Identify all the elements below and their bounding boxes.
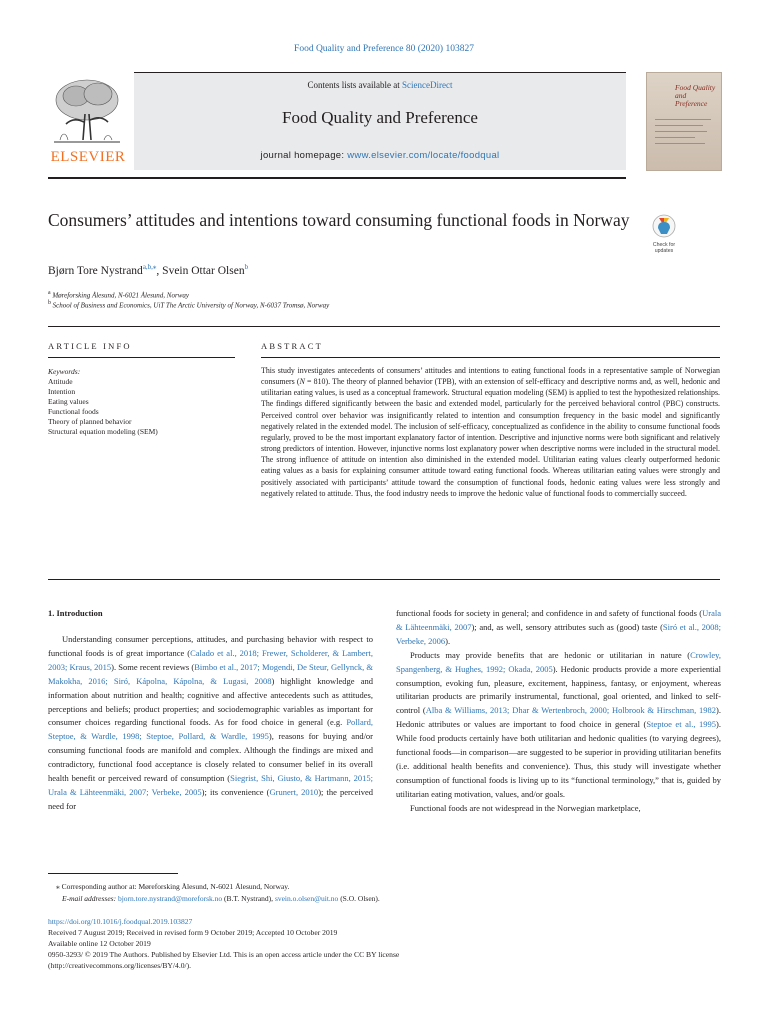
contents-prefix: Contents lists available at	[307, 80, 402, 90]
homepage-prefix: journal homepage:	[260, 150, 348, 161]
author-list	[48, 263, 248, 277]
footnote	[48, 881, 380, 904]
citation-link[interactable]: Grunert, 2010	[269, 786, 319, 797]
body-text: Products may provide benefits that are hedonic or utilitarian in nature (	[410, 649, 691, 660]
journal-reference[interactable]: Food Quality and Preference 80 (2020) 103827	[294, 44, 474, 54]
section-heading: 1. Introduction	[48, 608, 103, 618]
keyword-item: Structural equation modeling (SEM)	[48, 427, 158, 436]
license-url[interactable]: (http://creativecommons.org/licenses/BY/4.0/).	[48, 961, 192, 970]
contents-line	[134, 80, 626, 90]
abstract-text	[261, 365, 720, 499]
body-text: ). Some recent reviews (	[111, 661, 195, 672]
journal-name: Food Quality and Preference	[282, 108, 478, 127]
keywords-list	[48, 377, 158, 437]
citation-link[interactable]: Pollard, Steptoe, & Wardle, 1998; Steptoe, Pollard, & Wardle, 1995	[48, 717, 373, 742]
body-text: Understanding consumer perceptions, attitudes, and purchasing behavior with respect to functional foods is of great importance (	[48, 634, 373, 658]
elsevier-logo-text: ELSEVIER	[50, 149, 126, 165]
citation-link[interactable]: Urala & Lähteenmäki, 2007	[396, 608, 721, 632]
author-separator: ,	[156, 264, 163, 277]
body-text: ) highlight knowledge and information about nutrition and health; cognitive and affective antecedents such as attitudes, perceptions and beliefs; product properties; and sociodemographic variables as important for consumer choices regarding functional foods. As for food choice in general (e.g.	[48, 675, 373, 728]
body-column-right	[396, 607, 721, 816]
check-updates-icon	[652, 214, 676, 238]
publication-dates: Received 7 August 2019; Received in revised form 9 October 2019; Accepted 10 October 2019	[48, 928, 338, 937]
body-text: ). Hedonic products provide a more experiential consumption, evoking fun, pleasure, excitement, happiness, fantasy, or enjoyment, whereas utilitarian products are primarily instrumental, functional, goal oriented, and linked to self-control (	[396, 663, 722, 716]
affiliation-text: Møreforsking Ålesund, N-6021 Ålesund, Norway	[50, 291, 189, 300]
section-rule	[48, 579, 720, 580]
footnote-rule	[48, 873, 178, 874]
email-label: E-mail addresses:	[62, 893, 118, 903]
citation-link[interactable]: Crowley, Spangenberg, & Hughes, 1992; Okada, 2005	[396, 649, 721, 674]
affiliation-a	[48, 290, 189, 299]
abstract-part: = 810). The theory of planned behavior (TPB), with an extension of self-efficacy and descriptive norms and, as well, hedonic and utilitarian eating values, is used as a conceptual framework. Structural equation modeling (SEM) is applied to test the hypothesized relationships. The findings differed significantly between the basic and extended model, particularly for the perceived behavioral control (PBC) constructs. Perceived control over behavior was insignificantly related to intention and consumption frequency in the basic model and significantly negatively related in the extended model. The inclusion of self-efficacy, conceptualized as confidence in the ability to consume functional foods regularly, proved to be the most important explanatory factor of intention. Descriptive and injunctive norms were both significant and relatively strong predictors of intention. However, injunctive norms lost explanatory power when descriptive norms were included in the structural model. The strong influence of attitude on intention also diminished in the extended model. Utilitarian eating values clearly outperformed hedonic eating values as a basis for explaining consumer attitude toward eating functional foods. Whereas utilitarian eating values were strongly and positively associated with participants’ attitude toward the consumption of functional foods, hedonic eating values were less strongly and negatively related to attitude. Thus, the food industry needs to improve the hedonic value of functional foods to commercially succeed.	[261, 377, 721, 498]
keywords-label: Keywords:	[48, 367, 81, 376]
affiliation-marker: a	[48, 290, 51, 296]
body-text: ), reasons for buying and/or consuming functional foods are manifold and complex. Although the findings are mixed and contradictory, functional food acceptance is closely related to consumer belief in its overall health benefit or perceived reward of consumption (	[48, 731, 374, 784]
body-text: ). Hedonic attributes or values are important to food choice in general (	[396, 705, 721, 730]
body-text: functional foods for society in general; and confidence in and safety of functional foods (	[396, 608, 703, 618]
cover-line	[655, 131, 707, 132]
info-rule	[48, 357, 235, 358]
body-text: Functional foods are not widespread in the Norwegian marketplace,	[410, 802, 641, 813]
keyword-item: Eating values	[48, 397, 89, 406]
body-column-left	[48, 633, 373, 814]
keywords-block	[48, 367, 158, 437]
cover-title: Food Quality and Preference	[675, 83, 716, 108]
body-text: ); the perceived need for	[48, 786, 374, 811]
article-info-heading: ARTICLE INFO	[48, 341, 132, 351]
author-name: Bjørn Tore Nystrand	[48, 264, 143, 277]
body-paragraph	[48, 633, 373, 814]
citation-link[interactable]: Siró et al., 2008; Verbeke, 2006	[396, 621, 721, 646]
abstract-part: This study investigates antecedents of consumers’ attitudes and intentions to eating functional foods in a representative sample of Norwegian consumers (	[261, 366, 720, 387]
doi-link[interactable]: https://doi.org/10.1016/j.foodqual.2019.103827	[48, 917, 193, 926]
homepage-link[interactable]: www.elsevier.com/locate/foodqual	[347, 150, 500, 161]
license-text: 0950-3293/ © 2019 The Authors. Published by Elsevier Ltd. This is an open access article under the CC BY license	[48, 950, 400, 959]
footnote-emails	[48, 893, 380, 905]
article-title: Consumers’ attitudes and intentions toward consuming functional foods in Norway	[48, 210, 630, 230]
check-updates-label: Check for updates	[652, 242, 676, 254]
email-owner: (B.T. Nystrand),	[222, 893, 275, 903]
cover-line	[655, 125, 703, 126]
body-paragraph	[396, 649, 721, 802]
body-paragraph	[396, 607, 721, 649]
cover-line	[655, 137, 695, 138]
sciencedirect-link[interactable]: ScienceDirect	[402, 80, 453, 90]
body-paragraph	[396, 802, 721, 816]
keyword-item: Theory of planned behavior	[48, 417, 132, 426]
keyword-item: Functional foods	[48, 407, 99, 416]
abstract-heading: ABSTRACT	[261, 341, 323, 351]
check-for-updates-button[interactable]	[648, 214, 680, 252]
citation-link[interactable]: Calado et al., 2018; Frewer, Scholderer, & Lambert, 2003; Kraus, 2015	[48, 647, 373, 672]
citation-link[interactable]: Bimbo et al., 2017; Mogendi, De Steur, Gellynck, & Makokha, 2016; Siró, Kápolna, Kápolna, & Lugasi, 2008	[48, 661, 374, 686]
footnote-marker: ⁎	[56, 882, 60, 891]
email-link[interactable]: bjorn.tore.nystrand@moreforsk.no	[117, 893, 223, 903]
masthead-rule	[48, 177, 626, 179]
author-affiliation-marker[interactable]: b	[244, 263, 249, 271]
abstract-rule	[261, 357, 720, 358]
cover-line	[655, 143, 705, 144]
journal-cover-thumbnail[interactable]	[646, 72, 722, 171]
author-affiliation-marker[interactable]: a,b,⁎	[142, 263, 157, 271]
keyword-item: Attitude	[48, 377, 73, 386]
body-text: ); its convenience (	[201, 786, 270, 797]
section-rule	[48, 326, 720, 327]
homepage-line	[134, 150, 626, 161]
affiliation-text: School of Business and Economics, UiT The Arctic University of Norway, N-6037 Tromsø, Norway	[50, 301, 330, 310]
citation-link[interactable]: Siegrist, Shi, Giusto, & Hartmann, 2015; Urala & Lähteenmäki, 2007; Verbeke, 2005	[48, 773, 374, 797]
cover-line	[655, 119, 711, 120]
online-date: Available online 12 October 2019	[48, 939, 151, 948]
affiliation-b	[48, 300, 329, 309]
body-text: ).	[445, 635, 451, 646]
footnote-line	[48, 881, 380, 893]
citation-link[interactable]: Alba & Williams, 2013; Dhar & Wertenbroch, 2000; Holbrook & Hirschman, 1982	[425, 705, 717, 716]
footnote-text: Corresponding author at: Møreforsking Ålesund, N-6021 Ålesund, Norway.	[59, 882, 290, 891]
author-name: Svein Ottar Olsen	[162, 264, 245, 277]
keyword-item: Intention	[48, 387, 76, 396]
body-text: ); and, as well, sensory attributes such as (good) taste (	[471, 621, 663, 632]
citation-link[interactable]: Steptoe et al., 1995	[646, 719, 717, 730]
email-owner: (S.O. Olsen).	[338, 893, 380, 903]
affiliation-marker: b	[48, 300, 51, 306]
body-text: ). While food products certainly have both utilitarian and hedonic qualities (to varying degrees), functional foods—in comparison—are suggested to be superior in providing utilitarian benefits (i.e. additional health benefits and convenience). Thus, this study will investigate whether consumption of functional foods is living up to its “functional terminology,” that is, guided by utilitarian eating motivation, values, and/or goals.	[396, 719, 721, 799]
email-link[interactable]: svein.o.olsen@uit.no	[274, 893, 339, 903]
publication-info	[48, 916, 399, 971]
abstract-n-symbol: N	[299, 377, 305, 387]
